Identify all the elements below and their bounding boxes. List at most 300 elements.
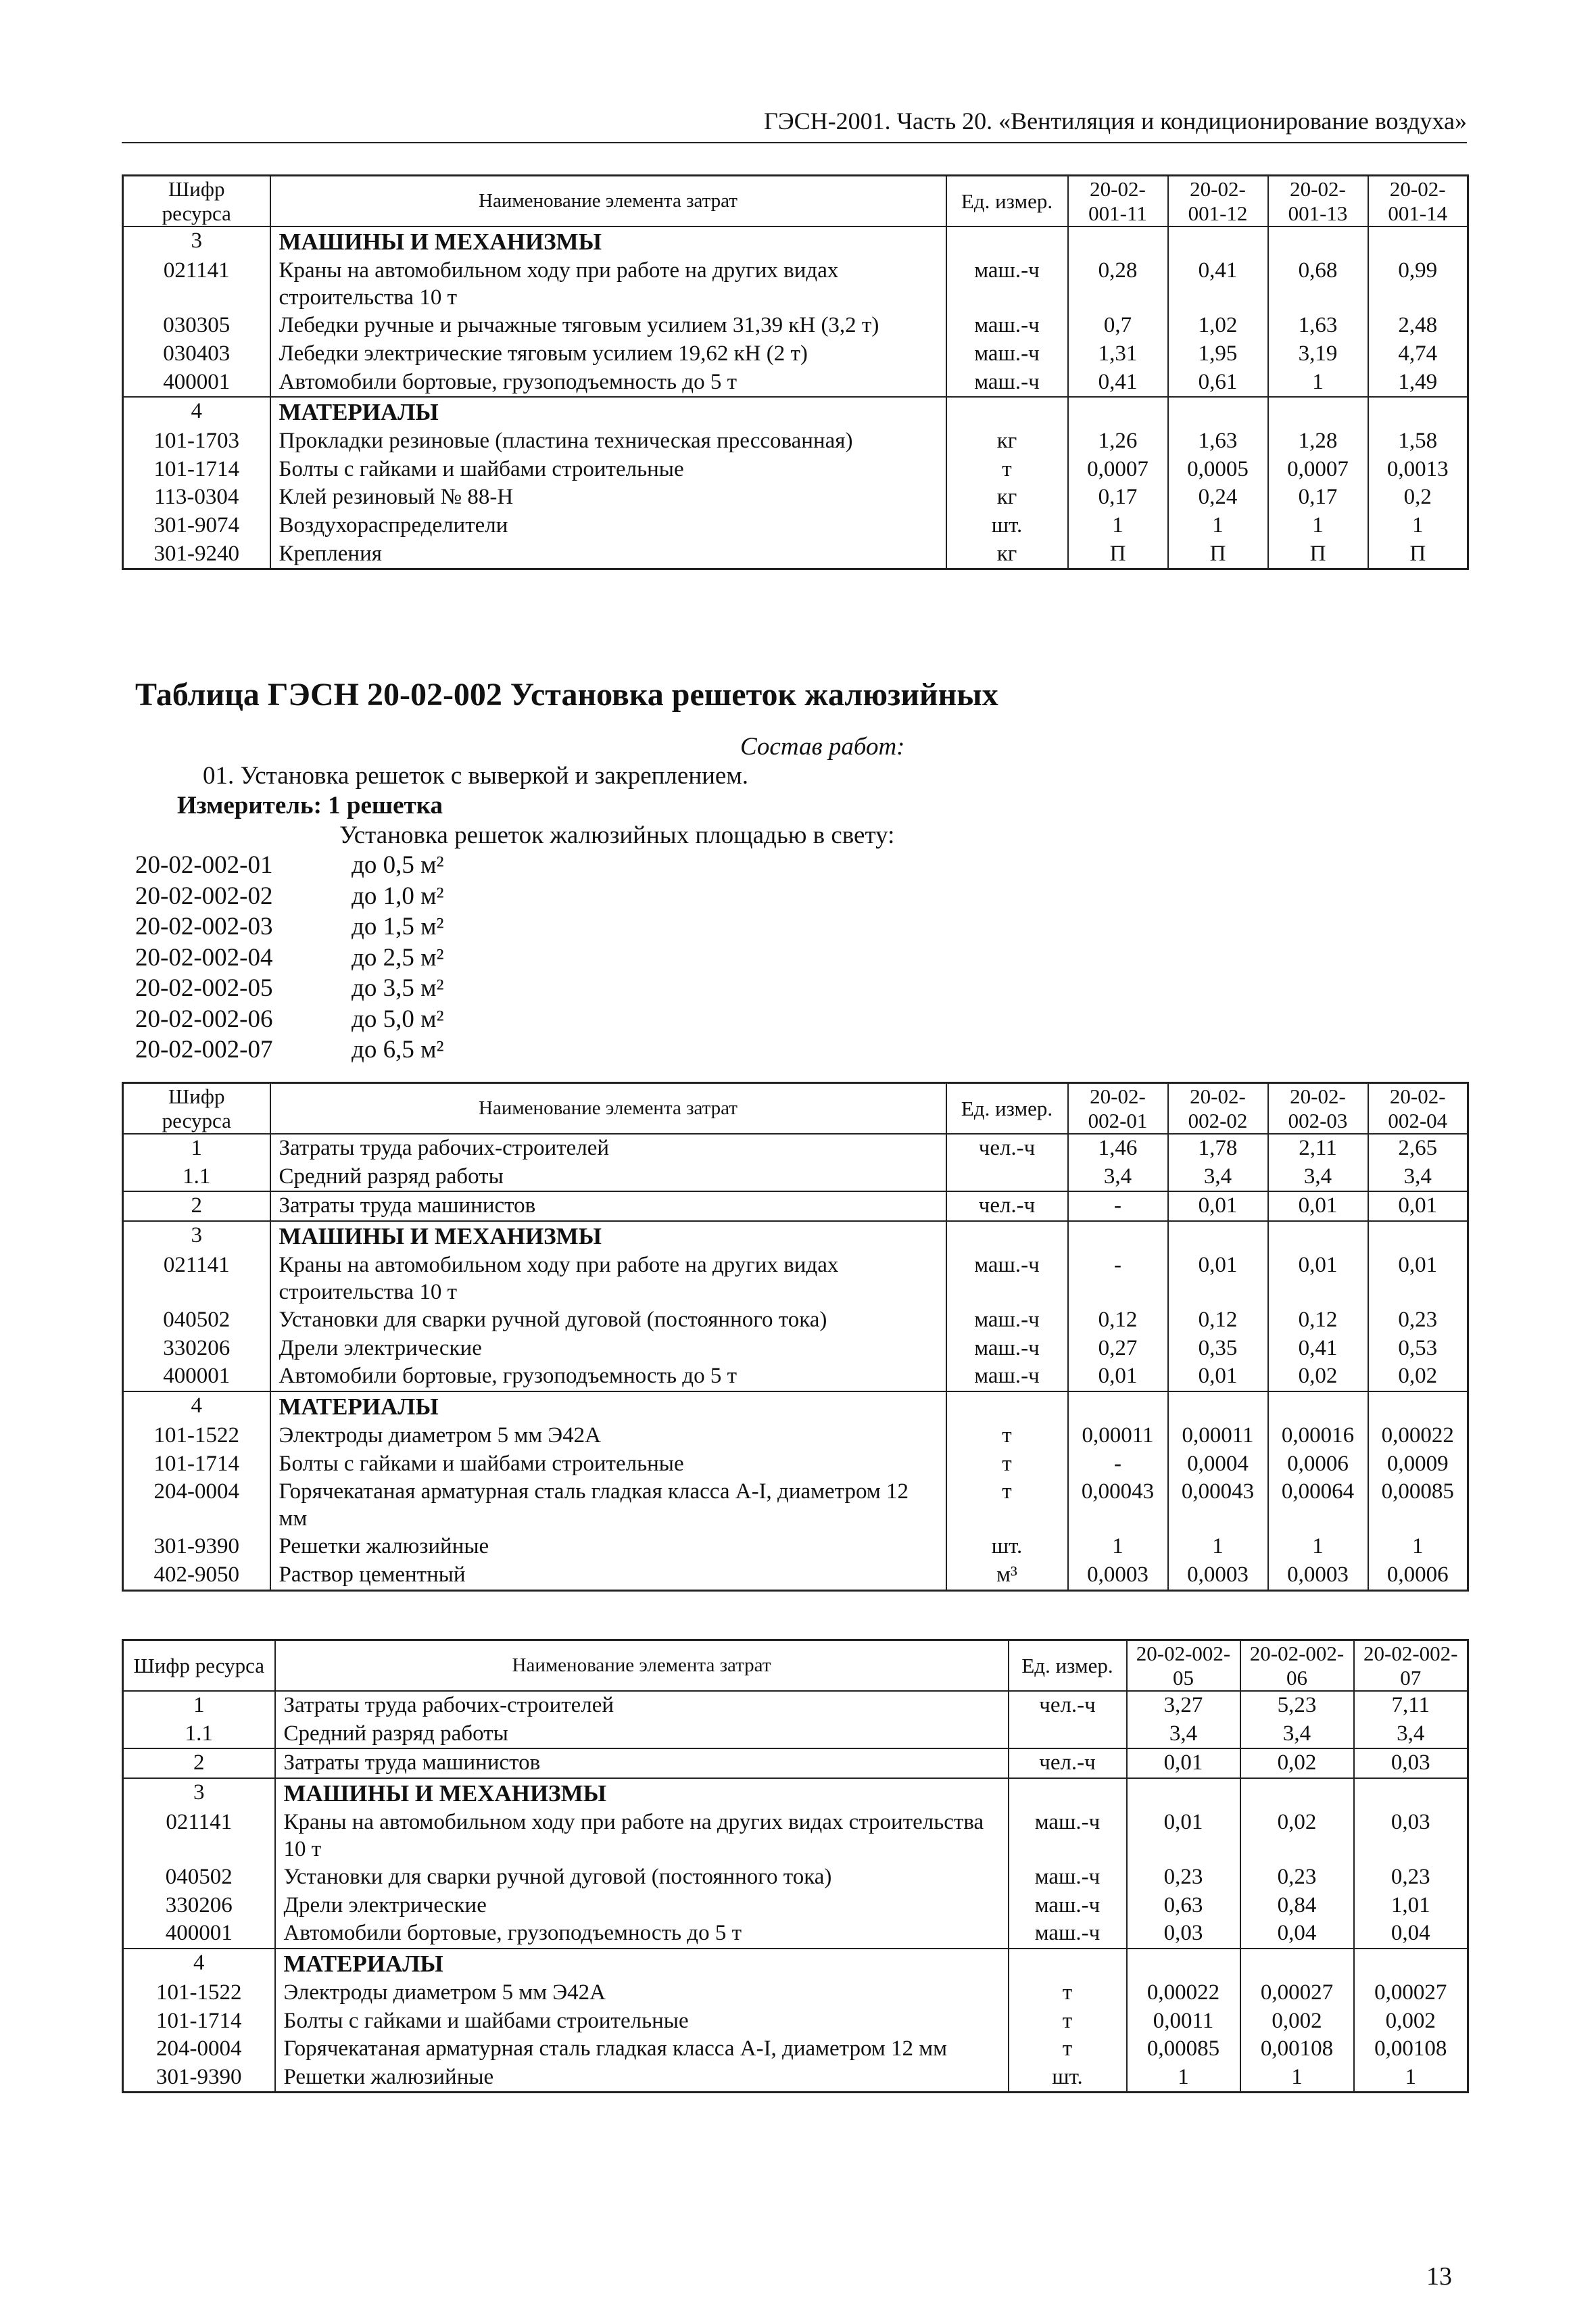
running-header: ГЭСН-2001. Часть 20. «Вентиляция и кондиционирование воздуха» [122, 108, 1467, 143]
value-cell: 0,24 [1168, 483, 1268, 512]
value-cell: 0,2 [1368, 483, 1468, 512]
header-name: Наименование элемента затрат [270, 176, 946, 227]
table-header-row [123, 1083, 1468, 1135]
section-row [123, 226, 1468, 257]
value-cell: 1 [1168, 1533, 1268, 1561]
value-cell: 0,02 [1240, 1748, 1354, 1778]
resource-code: 1.1 [123, 1163, 270, 1192]
resource-name: Автомобили бортовые, грузоподъемность до 5 т [270, 1362, 946, 1391]
value-cell: 0,04 [1354, 1919, 1468, 1949]
header-code: Шифр ресурса [123, 1083, 270, 1135]
value-cell: 0,61 [1168, 368, 1268, 398]
value-cell: 4,74 [1368, 340, 1468, 368]
unit-cell: маш.-ч [946, 1335, 1068, 1363]
section-heading: МАТЕРИАЛЫ [270, 1391, 946, 1422]
table-row [123, 340, 1468, 368]
value-cell: П [1168, 540, 1268, 569]
table-row [123, 483, 1468, 512]
header-norm-code: 20-02-001-14 [1368, 176, 1468, 227]
value-cell: 0,00022 [1368, 1422, 1468, 1450]
table-row [123, 512, 1468, 540]
page-number: 13 [1426, 2262, 1452, 2291]
unit-cell: маш.-ч [946, 257, 1068, 312]
value-cell: 1 [1268, 1533, 1368, 1561]
value-cell: 1 [1127, 2063, 1240, 2093]
header-norm-code: 20-02-002-03 [1268, 1083, 1368, 1135]
unit-cell [946, 397, 1068, 427]
item-code: 20-02-002-02 [135, 882, 273, 910]
resource-code: 021141 [123, 257, 270, 312]
value-cell: 3,4 [1354, 1720, 1468, 1749]
value-cell: 3,4 [1368, 1163, 1468, 1192]
value-cell: 0,0003 [1068, 1561, 1168, 1590]
unit-cell: маш.-ч [946, 1362, 1068, 1391]
value-cell: 0,27 [1068, 1335, 1168, 1363]
resource-code: 301-9390 [123, 1533, 270, 1561]
table-row [123, 2063, 1468, 2093]
resource-code: 1.1 [123, 1720, 275, 1749]
resource-code: 040502 [123, 1863, 275, 1892]
unit-cell: маш.-ч [946, 1251, 1068, 1306]
header-norm-code: 20-02-002-01 [1068, 1083, 1168, 1135]
resource-table-002-b [122, 1639, 1469, 2093]
unit-cell: т [946, 1422, 1068, 1450]
resource-code: 301-9240 [123, 540, 270, 569]
value-cell [1168, 1391, 1268, 1422]
value-cell: 0,00108 [1354, 2035, 1468, 2063]
value-cell: 0,23 [1240, 1863, 1354, 1892]
resource-name: Средний разряд работы [270, 1163, 946, 1192]
value-cell: П [1268, 540, 1368, 569]
section-row [123, 397, 1468, 427]
item-size: до 2,5 м² [352, 943, 444, 972]
value-cell [1068, 226, 1168, 257]
header-norm-code: 20-02-001-13 [1268, 176, 1368, 227]
value-cell: 0,00011 [1068, 1422, 1168, 1450]
value-cell: 1 [1354, 2063, 1468, 2093]
value-cell: 0,00027 [1354, 1979, 1468, 2007]
value-cell: 1 [1368, 1533, 1468, 1561]
resource-name: Установки для сварки ручной дуговой (постоянного тока) [275, 1863, 1009, 1892]
resource-code: 101-1703 [123, 427, 270, 456]
resource-name: Болты с гайками и шайбами строительные [270, 456, 946, 484]
value-cell: 0,03 [1127, 1919, 1240, 1949]
value-cell: 7,11 [1354, 1691, 1468, 1720]
resource-code: 2 [123, 1748, 275, 1778]
table-row [123, 1979, 1468, 2007]
value-cell: 1,63 [1268, 312, 1368, 340]
resource-code: 101-1714 [123, 1450, 270, 1479]
value-cell: 0,41 [1168, 257, 1268, 312]
value-cell [1068, 397, 1168, 427]
table-row [123, 456, 1468, 484]
composition-label: Состав работ: [740, 733, 905, 761]
value-cell [1354, 1949, 1468, 1979]
value-cell [1368, 397, 1468, 427]
resource-code: 4 [123, 1949, 275, 1979]
resource-code: 204-0004 [123, 2035, 275, 2063]
value-cell: 1,49 [1368, 368, 1468, 398]
value-cell: 1 [1268, 368, 1368, 398]
resource-name: Решетки жалюзийные [275, 2063, 1009, 2093]
section-heading: МАТЕРИАЛЫ [270, 397, 946, 427]
resource-code: 021141 [123, 1251, 270, 1306]
value-cell: 1,01 [1354, 1892, 1468, 1920]
resource-name: Установки для сварки ручной дуговой (постоянного тока) [270, 1306, 946, 1335]
unit-cell: шт. [1009, 2063, 1127, 2093]
value-cell: 0,0004 [1168, 1450, 1268, 1479]
value-cell [1368, 1391, 1468, 1422]
unit-cell: кг [946, 427, 1068, 456]
section-heading: МАШИНЫ И МЕХАНИЗМЫ [270, 226, 946, 257]
item-code: 20-02-002-03 [135, 913, 273, 940]
unit-cell: шт. [946, 1533, 1068, 1561]
value-cell [1354, 1778, 1468, 1809]
item-code: 20-02-002-04 [135, 943, 273, 972]
unit-cell: чел.-ч [1009, 1748, 1127, 1778]
value-cell: 1,95 [1168, 340, 1268, 368]
unit-cell: м³ [946, 1561, 1068, 1590]
resource-code: 400001 [123, 1362, 270, 1391]
value-cell: 0,28 [1068, 257, 1168, 312]
value-cell: 1,31 [1068, 340, 1168, 368]
resource-name: Лебедки ручные и рычажные тяговым усилием 31,39 кН (3,2 т) [270, 312, 946, 340]
unit-cell: т [946, 1450, 1068, 1479]
value-cell: 0,01 [1127, 1748, 1240, 1778]
value-cell: 0,00108 [1240, 2035, 1354, 2063]
value-cell [1268, 226, 1368, 257]
value-cell: 1 [1068, 1533, 1168, 1561]
resource-name: Затраты труда машинистов [275, 1748, 1009, 1778]
resource-code: 204-0004 [123, 1478, 270, 1533]
value-cell [1127, 1949, 1240, 1979]
value-cell: 0,00016 [1268, 1422, 1368, 1450]
item-code: 20-02-002-06 [135, 1005, 273, 1033]
resource-code: 1 [123, 1691, 275, 1720]
unit-cell [1009, 1778, 1127, 1809]
table-row [123, 1362, 1468, 1391]
value-cell: 1 [1368, 512, 1468, 540]
value-cell: 0,002 [1354, 2007, 1468, 2036]
value-cell: 1 [1168, 512, 1268, 540]
item-size: до 5,0 м² [352, 1005, 444, 1033]
table-header-row [123, 1640, 1468, 1692]
value-cell [1368, 226, 1468, 257]
value-cell: 3,4 [1168, 1163, 1268, 1192]
unit-cell [946, 1391, 1068, 1422]
value-cell: 0,53 [1368, 1335, 1468, 1363]
table-row [123, 1863, 1468, 1892]
table-row [123, 1450, 1468, 1479]
value-cell: П [1068, 540, 1168, 569]
unit-cell: кг [946, 483, 1068, 512]
value-cell [1068, 1221, 1168, 1251]
resource-code: 021141 [123, 1809, 275, 1863]
resource-name: Раствор цементный [270, 1561, 946, 1590]
unit-cell: т [1009, 1979, 1127, 2007]
value-cell [1240, 1778, 1354, 1809]
work-item: 01. Установка решеток с выверкой и закреплением. [203, 762, 749, 790]
value-cell: 0,00027 [1240, 1979, 1354, 2007]
resource-name: Лебедки электрические тяговым усилием 19,62 кН (2 т) [270, 340, 946, 368]
item-size: до 1,5 м² [352, 913, 444, 940]
resource-name: Горячекатаная арматурная сталь гладкая класса А-I, диаметром 12 мм [270, 1478, 946, 1533]
unit-cell: т [1009, 2035, 1127, 2063]
resource-code: 030403 [123, 340, 270, 368]
value-cell [1168, 397, 1268, 427]
unit-cell: т [1009, 2007, 1127, 2036]
table-row [123, 1163, 1468, 1192]
value-cell: 3,4 [1068, 1163, 1168, 1192]
table-row [123, 2007, 1468, 2036]
resource-code: 3 [123, 1778, 275, 1809]
section-row [123, 1391, 1468, 1422]
value-cell: 0,0003 [1268, 1561, 1368, 1590]
value-cell: 0,02 [1268, 1362, 1368, 1391]
section-row [123, 1949, 1468, 1979]
table-row [123, 1561, 1468, 1590]
value-cell: 0,0011 [1127, 2007, 1240, 2036]
resource-code: 3 [123, 226, 270, 257]
table-row [123, 427, 1468, 456]
value-cell: 0,01 [1268, 1191, 1368, 1221]
value-cell [1268, 1391, 1368, 1422]
table-row [123, 1533, 1468, 1561]
resource-name: Автомобили бортовые, грузоподъемность до 5 т [275, 1919, 1009, 1949]
value-cell: 0,00022 [1127, 1979, 1240, 2007]
resource-code: 330206 [123, 1892, 275, 1920]
value-cell: 0,12 [1068, 1306, 1168, 1335]
resource-code: 402-9050 [123, 1561, 270, 1590]
value-cell: 2,48 [1368, 312, 1468, 340]
header-norm-code: 20-02-002-02 [1168, 1083, 1268, 1135]
value-cell: 0,0006 [1268, 1450, 1368, 1479]
value-cell: 1,58 [1368, 427, 1468, 456]
unit-cell: т [946, 1478, 1068, 1533]
header-norm-code: 20-02-001-11 [1068, 176, 1168, 227]
value-cell: 0,002 [1240, 2007, 1354, 2036]
item-size: до 6,5 м² [352, 1036, 444, 1064]
value-cell: 0,35 [1168, 1335, 1268, 1363]
unit-cell [1009, 1949, 1127, 1979]
resource-name: Болты с гайками и шайбами строительные [270, 1450, 946, 1479]
install-label: Установка решеток жалюзийных площадью в свету: [339, 821, 895, 849]
resource-name: Клей резиновый № 88-Н [270, 483, 946, 512]
header-code: Шифр ресурса [123, 176, 270, 227]
resource-name: Прокладки резиновые (пластина техническая прессованная) [270, 427, 946, 456]
item-size: до 3,5 м² [352, 974, 444, 1002]
resource-code: 030305 [123, 312, 270, 340]
resource-name: Автомобили бортовые, грузоподъемность до 5 т [270, 368, 946, 398]
value-cell: 0,0007 [1268, 456, 1368, 484]
resource-code: 101-1522 [123, 1422, 270, 1450]
value-cell [1127, 1778, 1240, 1809]
value-cell: 0,02 [1240, 1809, 1354, 1863]
value-cell: 0,02 [1368, 1362, 1468, 1391]
table-header-row [123, 176, 1468, 227]
unit-cell: маш.-ч [1009, 1809, 1127, 1863]
unit-cell: маш.-ч [946, 312, 1068, 340]
value-cell [1168, 1221, 1268, 1251]
table-row [123, 1335, 1468, 1363]
value-cell: 0,01 [1127, 1809, 1240, 1863]
value-cell: 0,01 [1168, 1251, 1268, 1306]
resource-code: 400001 [123, 368, 270, 398]
unit-cell: чел.-ч [1009, 1691, 1127, 1720]
resource-code: 330206 [123, 1335, 270, 1363]
resource-name: Горячекатаная арматурная сталь гладкая класса А-I, диаметром 12 мм [275, 2035, 1009, 2063]
value-cell: 1,28 [1268, 427, 1368, 456]
table-row [123, 1191, 1468, 1221]
value-cell: 3,4 [1268, 1163, 1368, 1192]
value-cell [1240, 1949, 1354, 1979]
resource-name: Дрели электрические [270, 1335, 946, 1363]
header-unit: Ед. измер. [1009, 1640, 1127, 1692]
value-cell: 0,0009 [1368, 1450, 1468, 1479]
item-size: до 1,0 м² [352, 882, 444, 910]
unit-cell: чел.-ч [946, 1191, 1068, 1221]
unit-cell: т [946, 456, 1068, 484]
table-row [123, 540, 1468, 569]
value-cell: 2,65 [1368, 1134, 1468, 1163]
value-cell: 0,01 [1168, 1362, 1268, 1391]
table-row [123, 2035, 1468, 2063]
value-cell: 0,00064 [1268, 1478, 1368, 1533]
table-row [123, 1892, 1468, 1920]
item-size: до 0,5 м² [352, 851, 444, 879]
value-cell: 0,01 [1168, 1191, 1268, 1221]
value-cell: 0,23 [1127, 1863, 1240, 1892]
unit-cell [1009, 1720, 1127, 1749]
value-cell [1068, 1391, 1168, 1422]
resource-code: 101-1522 [123, 1979, 275, 2007]
value-cell: 3,19 [1268, 340, 1368, 368]
resource-name: Болты с гайками и шайбами строительные [275, 2007, 1009, 2036]
table-row [123, 257, 1468, 312]
value-cell: 0,68 [1268, 257, 1368, 312]
value-cell: 0,17 [1068, 483, 1168, 512]
unit-cell: маш.-ч [1009, 1863, 1127, 1892]
value-cell: 0,0006 [1368, 1561, 1468, 1590]
table-row [123, 1919, 1468, 1949]
resource-name: Электроды диаметром 5 мм Э42А [270, 1422, 946, 1450]
unit-cell [946, 1221, 1068, 1251]
table-row [123, 1691, 1468, 1720]
value-cell: 0,84 [1240, 1892, 1354, 1920]
table-row [123, 1134, 1468, 1163]
unit-cell [946, 1163, 1068, 1192]
header-name: Наименование элемента затрат [275, 1640, 1009, 1692]
value-cell: 0,63 [1127, 1892, 1240, 1920]
resource-code: 301-9074 [123, 512, 270, 540]
table-row [123, 1748, 1468, 1778]
value-cell: 0,03 [1354, 1748, 1468, 1778]
value-cell: 0,99 [1368, 257, 1468, 312]
resource-code: 4 [123, 1391, 270, 1422]
value-cell: 3,27 [1127, 1691, 1240, 1720]
value-cell: 0,01 [1068, 1362, 1168, 1391]
resource-code: 301-9390 [123, 2063, 275, 2093]
value-cell: 0,41 [1068, 368, 1168, 398]
resource-code: 3 [123, 1221, 270, 1251]
table-row [123, 1720, 1468, 1749]
resource-name: Дрели электрические [275, 1892, 1009, 1920]
resource-name: Краны на автомобильном ходу при работе на других видах строительства 10 т [270, 1251, 946, 1306]
unit-cell: кг [946, 540, 1068, 569]
value-cell [1268, 1221, 1368, 1251]
value-cell: 0,0003 [1168, 1561, 1268, 1590]
resource-code: 2 [123, 1191, 270, 1221]
value-cell [1368, 1221, 1468, 1251]
resource-code: 1 [123, 1134, 270, 1163]
resource-name: Средний разряд работы [275, 1720, 1009, 1749]
header-norm-code: 20-02-002-05 [1127, 1640, 1240, 1692]
value-cell: 0,12 [1268, 1306, 1368, 1335]
value-cell: 0,23 [1354, 1863, 1468, 1892]
section-row [123, 1778, 1468, 1809]
section-heading: МАТЕРИАЛЫ [275, 1949, 1009, 1979]
resource-name: Затраты труда рабочих-строителей [270, 1134, 946, 1163]
value-cell: 0,0007 [1068, 456, 1168, 484]
item-code: 20-02-002-07 [135, 1036, 273, 1064]
value-cell: 0,00085 [1127, 2035, 1240, 2063]
header-name: Наименование элемента затрат [270, 1083, 946, 1135]
resource-name: Краны на автомобильном ходу при работе на других видах строительства 10 т [270, 257, 946, 312]
resource-name: Электроды диаметром 5 мм Э42А [275, 1979, 1009, 2007]
value-cell: 1,46 [1068, 1134, 1168, 1163]
unit-cell: маш.-ч [946, 340, 1068, 368]
value-cell: 0,0013 [1368, 456, 1468, 484]
value-cell: 0,03 [1354, 1809, 1468, 1863]
value-cell: 0,00043 [1168, 1478, 1268, 1533]
value-cell: 1,02 [1168, 312, 1268, 340]
value-cell [1168, 226, 1268, 257]
value-cell: 0,01 [1268, 1251, 1368, 1306]
value-cell: 1,78 [1168, 1134, 1268, 1163]
header-code: Шифр ресурса [123, 1640, 275, 1692]
value-cell: 0,00043 [1068, 1478, 1168, 1533]
value-cell: 5,23 [1240, 1691, 1354, 1720]
section-heading: МАШИНЫ И МЕХАНИЗМЫ [275, 1778, 1009, 1809]
value-cell: 0,17 [1268, 483, 1368, 512]
resource-code: 101-1714 [123, 2007, 275, 2036]
value-cell: 0,12 [1168, 1306, 1268, 1335]
value-cell [1268, 397, 1368, 427]
table-row [123, 1251, 1468, 1306]
resource-name: Крепления [270, 540, 946, 569]
value-cell: 2,11 [1268, 1134, 1368, 1163]
item-code: 20-02-002-05 [135, 974, 273, 1002]
value-cell: 0,00085 [1368, 1478, 1468, 1533]
unit-cell: маш.-ч [1009, 1892, 1127, 1920]
resource-code: 400001 [123, 1919, 275, 1949]
table-row [123, 1422, 1468, 1450]
resource-code: 040502 [123, 1306, 270, 1335]
resource-table-001 [122, 174, 1469, 570]
table-row [123, 368, 1468, 398]
section-heading: МАШИНЫ И МЕХАНИЗМЫ [270, 1221, 946, 1251]
resource-name: Решетки жалюзийные [270, 1533, 946, 1561]
value-cell: П [1368, 540, 1468, 569]
unit-cell: маш.-ч [946, 368, 1068, 398]
resource-name: Воздухораспределители [270, 512, 946, 540]
value-cell: 0,7 [1068, 312, 1168, 340]
unit-cell: маш.-ч [946, 1306, 1068, 1335]
value-cell: 0,00011 [1168, 1422, 1268, 1450]
resource-name: Затраты труда рабочих-строителей [275, 1691, 1009, 1720]
value-cell: 1 [1240, 2063, 1354, 2093]
resource-name: Затраты труда машинистов [270, 1191, 946, 1221]
